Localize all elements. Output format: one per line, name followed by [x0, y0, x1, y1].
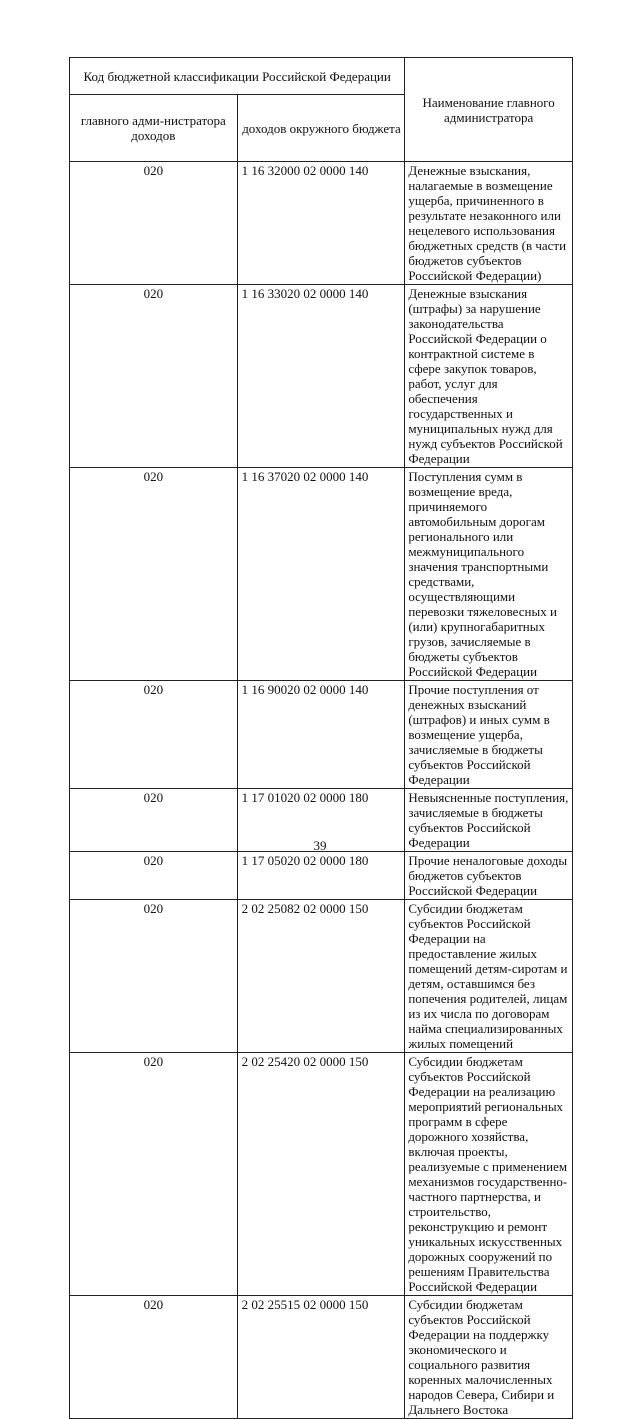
admin-code-cell: 020 — [70, 681, 238, 789]
admin-name-cell: Поступления сумм в возмещение вреда, причиняемого автомобильным дорогам регионального или межмуниципального значения транспортными средствами, осуществляющими перевозки тяжеловесных и (или) крупногабаритных грузов, зачисляемые в бюджеты субъектов Российской Федерации — [405, 468, 573, 681]
admin-name-cell: Прочие поступления от денежных взысканий (штрафов) и иных сумм в возмещение ущерба, зачисляемые в бюджеты субъектов Российской Федерации — [405, 681, 573, 789]
admin-name-cell: Субсидии бюджетам субъектов Российской Федерации на предоставление жилых помещений детям-сиротам и детям, оставшимся без попечения родителей, лицам из их числа по договорам найма специализированных жилых помещений — [405, 900, 573, 1053]
table-row — [70, 285, 573, 468]
income-code-cell: 1 16 33020 02 0000 140 — [237, 285, 405, 468]
admin-code-cell: 020 — [70, 468, 238, 681]
income-code-cell: 1 16 90020 02 0000 140 — [237, 681, 405, 789]
income-code-cell: 2 02 25420 02 0000 150 — [237, 1053, 405, 1296]
table-row — [70, 681, 573, 789]
admin-name-cell: Невыясненные поступления, зачисляемые в бюджеты субъектов Российской Федерации — [405, 789, 573, 852]
admin-name-cell: Субсидии бюджетам субъектов Российской Федерации на поддержку экономического и социального развития коренных малочисленных народов Севера, Сибири и Дальнего Востока — [405, 1296, 573, 1419]
table-row — [70, 1053, 573, 1296]
header-admin-code: главного адми-нистратора доходов — [70, 95, 238, 162]
table-row — [70, 162, 573, 285]
admin-code-cell: 020 — [70, 1053, 238, 1296]
admin-code-cell: 020 — [70, 852, 238, 900]
table-row — [70, 852, 573, 900]
admin-code-cell: 020 — [70, 1296, 238, 1419]
income-code-cell: 2 02 25082 02 0000 150 — [237, 900, 405, 1053]
admin-name-cell: Денежные взыскания, налагаемые в возмещение ущерба, причиненного в результате незаконного или нецелевого использования бюджетных средств (в части бюджетов субъектов Российской Федерации) — [405, 162, 573, 285]
admin-code-cell: 020 — [70, 900, 238, 1053]
income-code-cell: 1 16 37020 02 0000 140 — [237, 468, 405, 681]
admin-code-cell: 020 — [70, 789, 238, 852]
budget-classification-table — [69, 57, 573, 1419]
table-row — [70, 1296, 573, 1419]
header-group-title: Код бюджетной классификации Российской Федерации — [70, 58, 405, 95]
header-admin-name: Наименование главного администратора — [405, 58, 573, 162]
table-row — [70, 900, 573, 1053]
admin-name-cell: Прочие неналоговые доходы бюджетов субъектов Российской Федерации — [405, 852, 573, 900]
admin-code-cell: 020 — [70, 285, 238, 468]
admin-name-cell: Субсидии бюджетам субъектов Российской Федерации на реализацию мероприятий региональных программ в сфере дорожного хозяйства, включая проекты, реализуемые с применением механизмов государственно-частного партнерства, и строительство, реконструкцию и ремонт уникальных искусственных дорожных сооружений по решениям Правительства Российской Федерации — [405, 1053, 573, 1296]
page-number: 39 — [313, 838, 327, 853]
income-code-cell: 1 17 01020 02 0000 180 — [237, 789, 405, 852]
header-income-code: доходов окружного бюджета — [237, 95, 405, 162]
income-code-cell: 1 17 05020 02 0000 180 — [237, 852, 405, 900]
admin-code-cell: 020 — [70, 162, 238, 285]
table-row — [70, 468, 573, 681]
income-code-cell: 1 16 32000 02 0000 140 — [237, 162, 405, 285]
income-code-cell: 2 02 25515 02 0000 150 — [237, 1296, 405, 1419]
admin-name-cell: Денежные взыскания (штрафы) за нарушение законодательства Российской Федерации о контрактной системе в сфере закупок товаров, работ, услуг для обеспечения государственных и муниципальных нужд для нужд субъектов Российской Федерации — [405, 285, 573, 468]
